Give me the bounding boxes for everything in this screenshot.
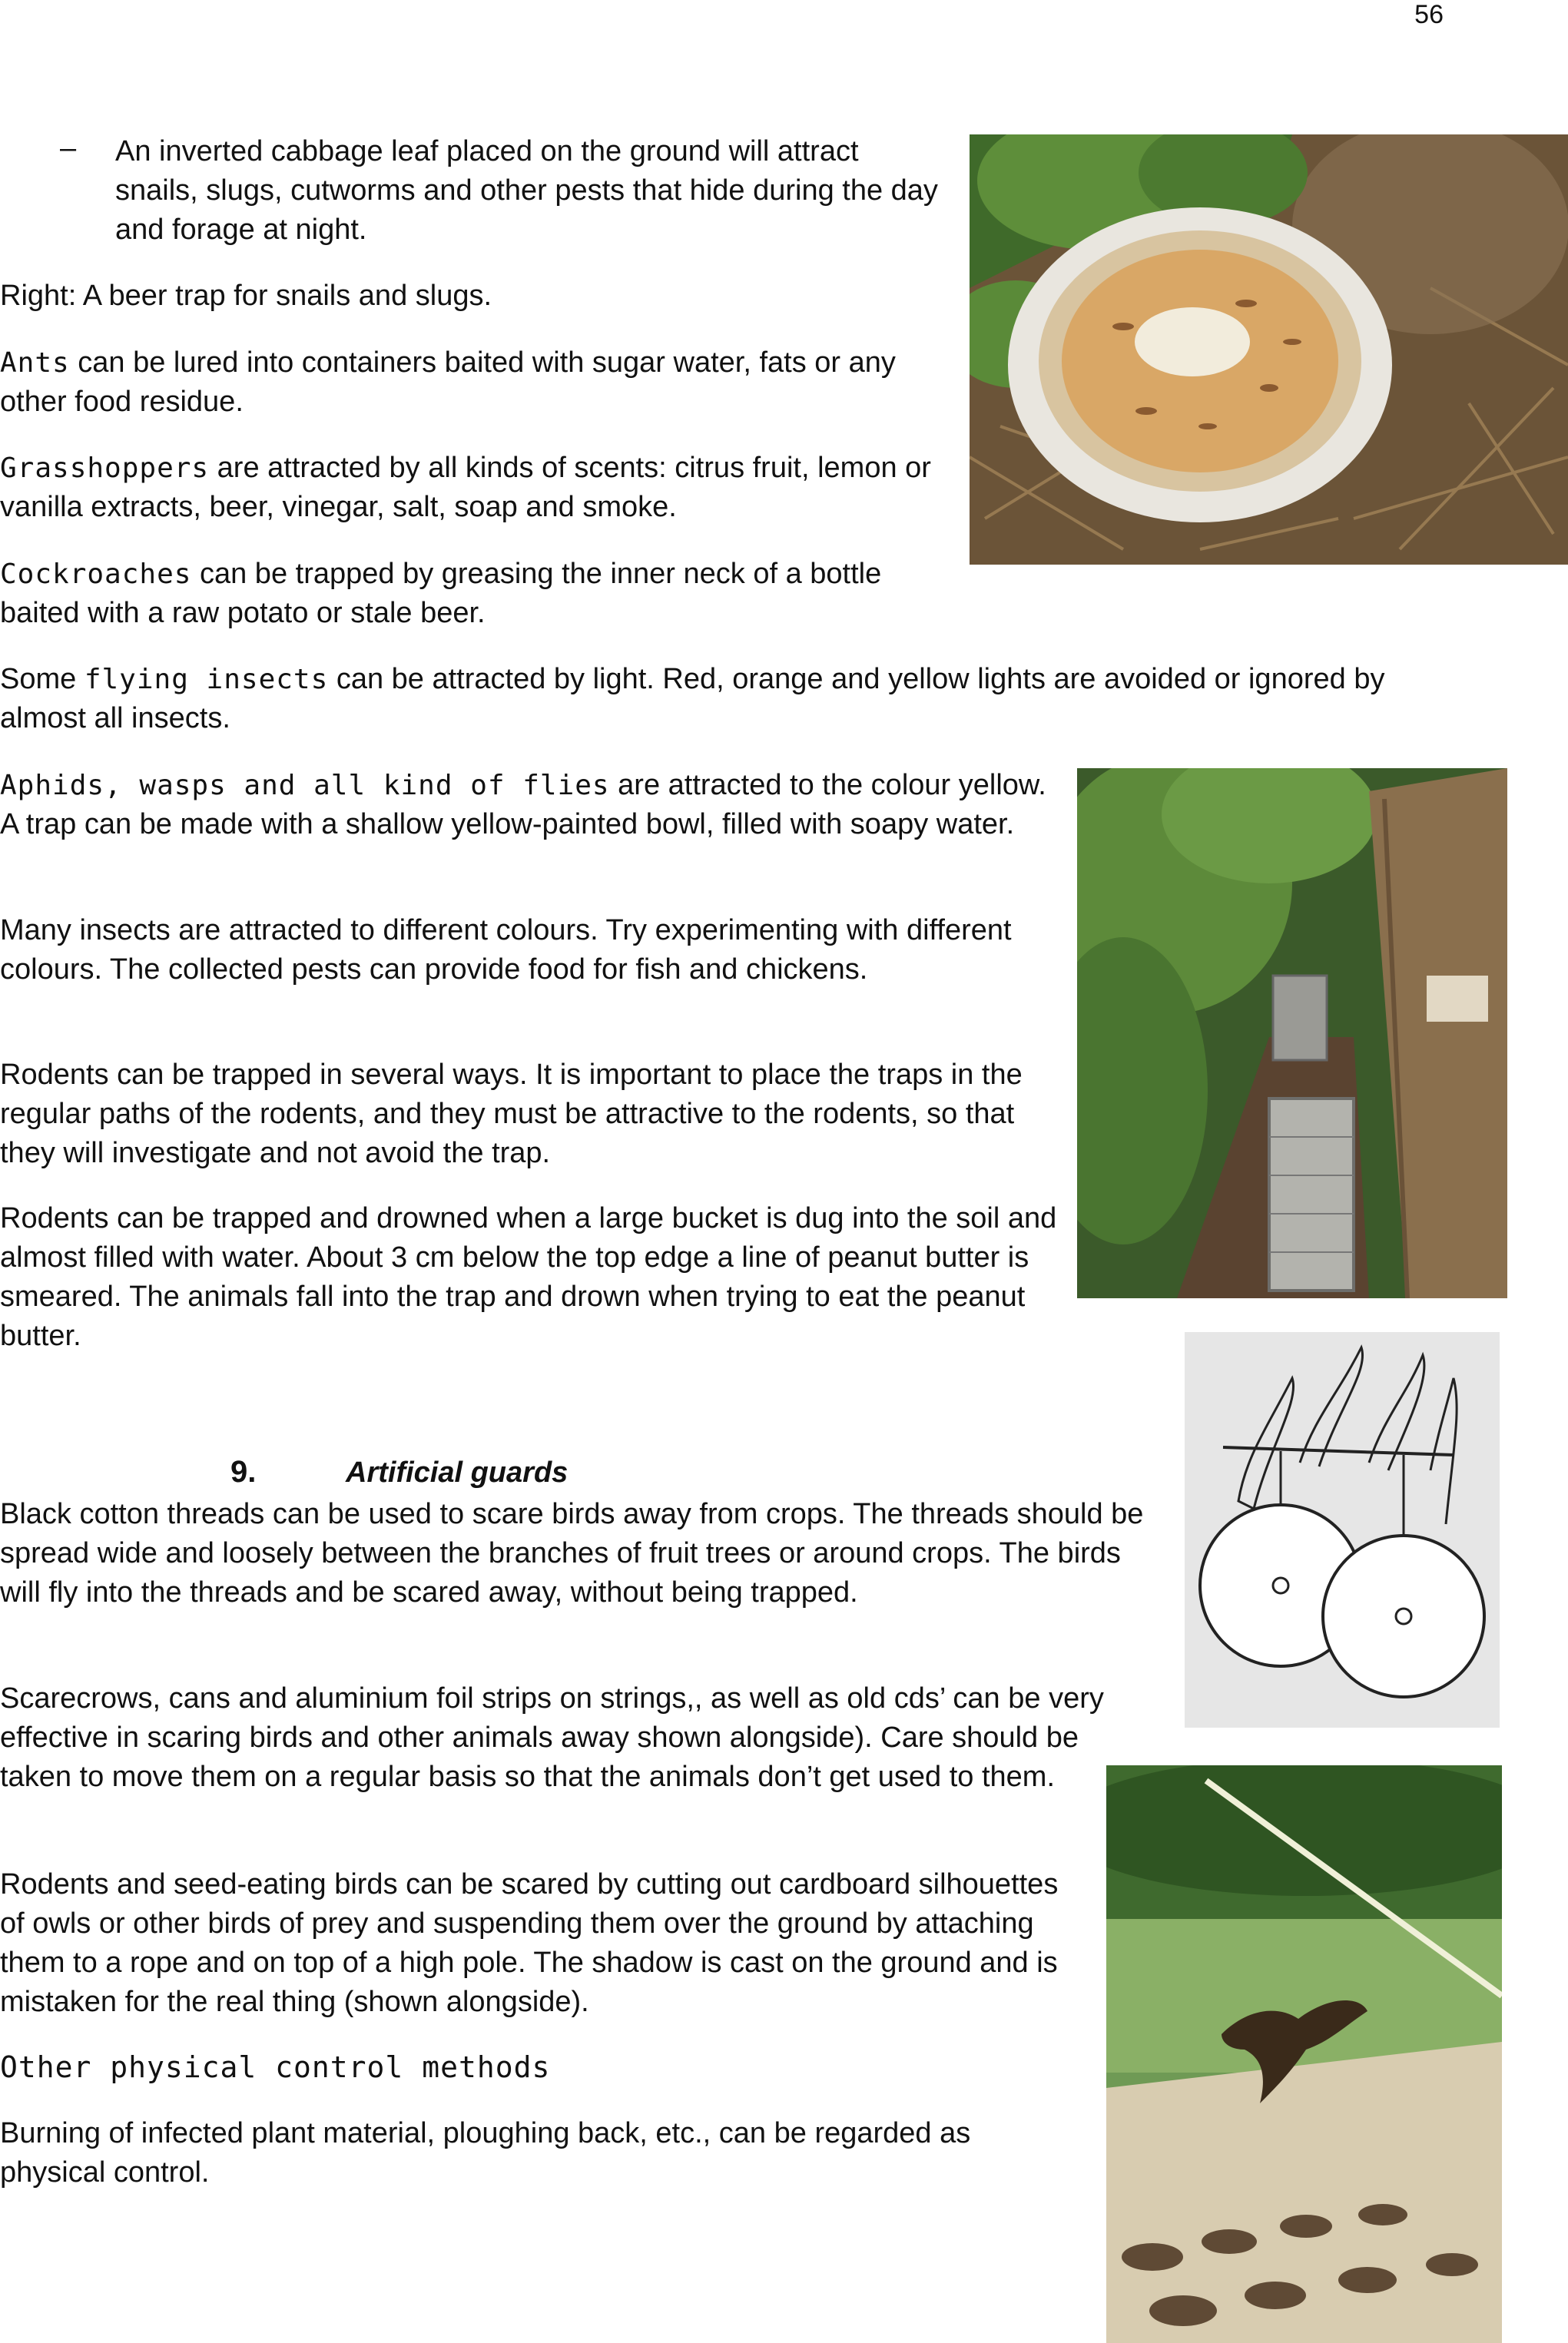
- beer-trap-caption: Right: A beer trap for snails and slugs.: [0, 280, 492, 312]
- threads-paragraph: Black cotton threads can be used to scare birds away from crops. The threads should be spread wide and loosely between the branches of fruit trees or around crops. The birds will fly into the threads and be scared away, without being trapped.: [0, 1498, 1144, 1609]
- grasshoppers-text: are attracted by all kinds of scents: citrus fruit, lemon or vanilla extracts, beer, vinegar, salt, soap and smoke.: [0, 452, 931, 523]
- flying-insects-term: flying insects: [84, 664, 329, 695]
- flying-text: can be attracted by light. Red, orange and yellow lights are avoided or ignored by almost all insects.: [0, 663, 1385, 734]
- beer-trap-photo: [970, 134, 1568, 565]
- rodents-trap-paragraph: Rodents can be trapped in several ways. It is important to place the traps in the regular paths of the rodents, and they must be attractive to the rodents, so that they will investigate and not avoid the trap.: [0, 1059, 1023, 1169]
- cd-scarer-drawing: [1185, 1332, 1500, 1728]
- burning-paragraph: Burning of infected plant material, ploughing back, etc., can be regarded as physical control.: [0, 2117, 971, 2189]
- colours-paragraph: Many insects are attracted to different colours. Try experimenting with different colours. The collected pests can provide food for fish and chickens.: [0, 914, 1012, 986]
- aphids-term: Aphids, wasps and all kind of flies: [0, 770, 610, 801]
- page-number: 56: [1414, 0, 1444, 29]
- grasshoppers-term: Grasshoppers: [0, 452, 210, 484]
- flying-insects-paragraph: [0, 660, 1460, 738]
- dash-bullet: –: [60, 132, 77, 164]
- ants-text: can be lured into containers baited with sugar water, fats or any other food residue.: [0, 346, 896, 418]
- bird-silhouette-photo: [1106, 1765, 1502, 2343]
- section-title: Artificial guards: [346, 1457, 569, 1489]
- cockroaches-paragraph: [0, 555, 922, 633]
- silhouettes-paragraph: Rodents and seed-eating birds can be scared by cutting out cardboard silhouettes of owls or other birds of prey and suspending them over the ground by attaching them to a rope and on top of a high pole. The shadow is cast on the ground and is mistaken for the real thing (shown alongside).: [0, 1868, 1059, 2018]
- bullet-text: An inverted cabbage leaf placed on the ground will attract snails, slugs, cutworms and other pests that hide during the day and forage at night.: [115, 135, 938, 246]
- scarecrows-paragraph: Scarecrows, cans and aluminium foil strips on strings,, as well as old cds’ can be very effective in scaring birds and other animals away shown alongside). Care should be taken to move them on a regular basis so that the animals don’t get used to them.: [0, 1682, 1104, 1793]
- flying-pre: Some: [0, 663, 85, 695]
- ants-paragraph: [0, 343, 945, 422]
- rodent-traps-photo: [1077, 768, 1507, 1298]
- aphids-text: are attracted to the colour yellow. A trap can be made with a shallow yellow-painted bowl, filled with soapy water.: [0, 769, 1046, 840]
- rodents-drown-paragraph: Rodents can be trapped and drowned when a large bucket is dug into the soil and almost filled with water. About 3 cm below the top edge a line of peanut butter is smeared. The animals fall into the trap and drown when trying to eat the peanut butter.: [0, 1202, 1057, 1352]
- cockroaches-term: Cockroaches: [0, 558, 192, 590]
- section-number: 9.: [230, 1455, 257, 1489]
- cockroaches-text: can be trapped by greasing the inner neck of a bottle baited with a raw potato or stale beer.: [0, 558, 882, 629]
- grasshoppers-paragraph: [0, 449, 945, 527]
- other-methods-heading: Other physical control methods: [0, 2050, 551, 2084]
- ants-term: Ants: [0, 347, 70, 379]
- aphids-paragraph: [0, 766, 1053, 844]
